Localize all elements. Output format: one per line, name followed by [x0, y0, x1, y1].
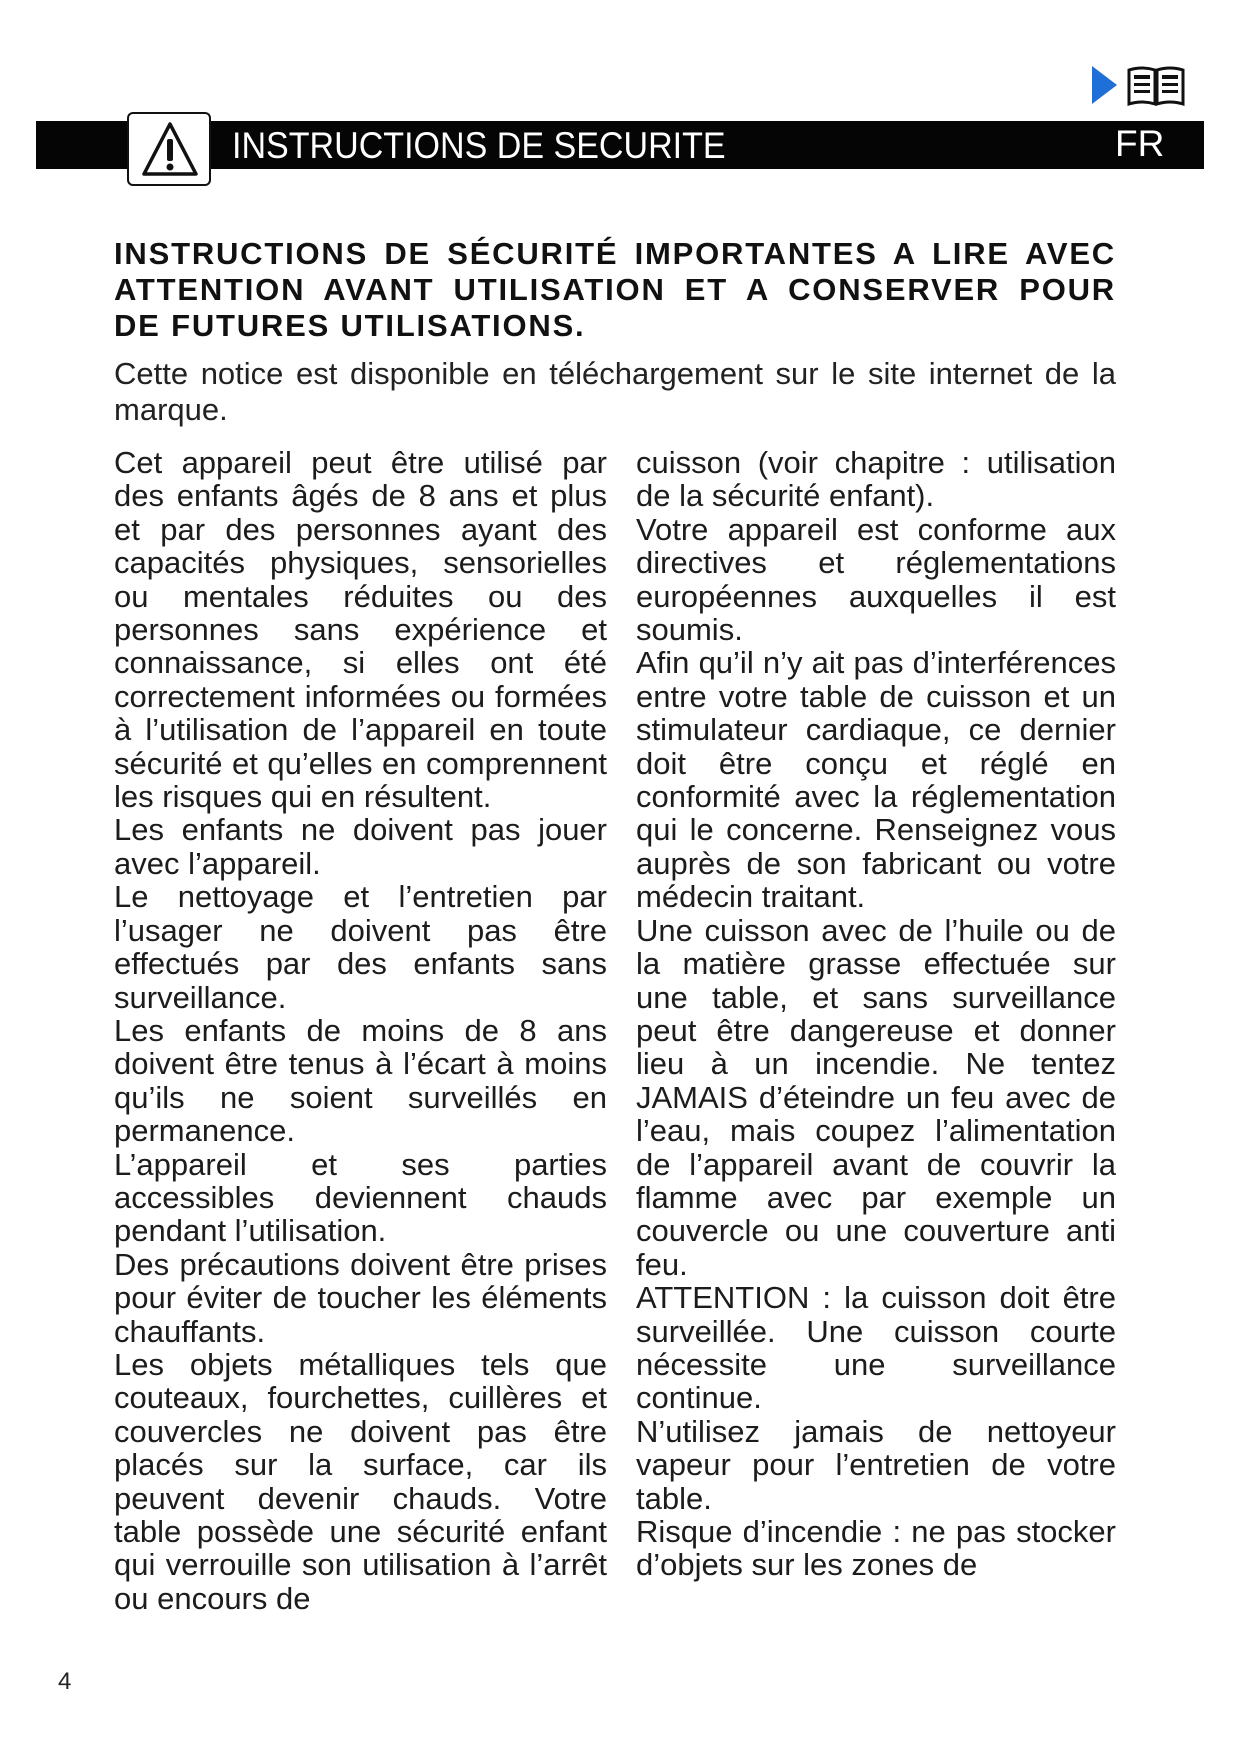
paragraph: L’appareil et ses parties accessibles deviennent chauds pendant l’utilisation.	[114, 1146, 607, 1249]
warning-triangle-icon	[141, 121, 199, 179]
paragraph: Votre appareil est conforme aux directives et réglementations européennes auxquelles il est soumis.	[636, 511, 1116, 648]
paragraph: Les objets métalliques tels que couteaux, fourchettes, cuillères et couvercles ne doivent pas être placés sur la surface, car ils peuvent devenir chauds. Votre table possède une sécurité enfant qui verrouille son utilisation à l’arrêt ou encours de	[114, 1346, 607, 1616]
paragraph: Une cuisson avec de l’huile ou de la matière grasse effectuée sur une table, et sans surveillance peut être dangereuse et donner lieu à un incendie. Ne tentez JAMAIS d’éteindre un feu avec de l’eau, mais coupez l’alimentation de l’appareil avant de couvrir la flamme avec par exemple un couvercle ou une couverture anti feu.	[636, 912, 1116, 1282]
section-title: INSTRUCTIONS DE SECURITE	[232, 125, 726, 166]
next-page-arrow-icon[interactable]	[1092, 66, 1117, 104]
paragraph: Le nettoyage et l’entretien par l’usager ne doivent pas être effectués par des enfants sans surveillance.	[114, 879, 607, 1015]
page-number: 4	[58, 1668, 72, 1695]
paragraph: Les enfants ne doivent pas jouer avec l’appareil.	[114, 812, 607, 881]
language-code: FR	[1115, 123, 1165, 164]
paragraph: Les enfants de moins de 8 ans doivent être tenus à l’écart à moins qu’ils ne soient surveillés en permanence.	[114, 1012, 607, 1149]
manual-book-icon	[1127, 64, 1185, 108]
paragraph: Afin qu’il n’y ait pas d’interférences entre votre table de cuisson et un stimulateur cardiaque, ce dernier doit être conçu et réglé en conformité avec la réglementation qui le concerne. Renseignez vous auprès de son fabricant ou votre médecin traitant.	[636, 645, 1116, 915]
right-text-column	[636, 446, 1116, 1582]
important-instructions-heading: INSTRUCTIONS DE SÉCURITÉ IMPORTANTES A LIRE AVEC ATTENTION AVANT UTILISATION ET A CONSERVER POUR DE FUTURES UTILISATIONS.	[114, 236, 1116, 343]
left-text-column	[114, 446, 607, 1615]
download-note: Cette notice est disponible en téléchargement sur le site internet de la marque.	[114, 356, 1116, 427]
warning-icon-box	[127, 112, 211, 186]
paragraph: cuisson (voir chapitre : utilisation de la sécurité enfant).	[636, 445, 1116, 514]
paragraph: N’utilisez jamais de nettoyeur vapeur pour l’entretien de votre table.	[636, 1413, 1116, 1516]
paragraph: Des précautions doivent être prises pour éviter de toucher les éléments chauffants.	[114, 1246, 607, 1349]
paragraph: ATTENTION : la cuisson doit être surveillée. Une cuisson courte nécessite une surveillance continue.	[636, 1280, 1116, 1416]
paragraph: Cet appareil peut être utilisé par des enfants âgés de 8 ans et plus et par des personnes ayant des capacités physiques, sensorielles ou mentales réduites ou des personnes sans expérience et connaissance, si elles ont été correctement informées ou formées à l’utilisation de l’appareil en toute sécurité et qu’elles en comprennent les risques qui en résultent.	[114, 445, 607, 815]
paragraph: Risque d’incendie : ne pas stocker d’objets sur les zones de	[636, 1514, 1116, 1583]
